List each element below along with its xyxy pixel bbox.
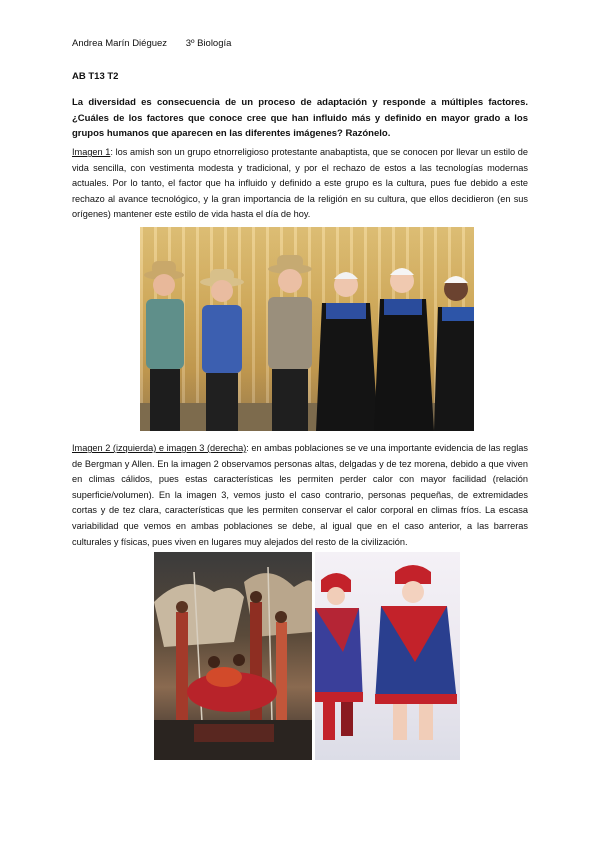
amish-group-photo	[140, 227, 474, 431]
cold-climate-scene	[315, 552, 460, 760]
person-6	[434, 276, 474, 431]
paragraph-images-2-3	[72, 441, 528, 550]
subject-code: AB T13 T2	[72, 71, 119, 82]
seated-people	[187, 654, 277, 712]
paragraph-1-body: : los amish son un grupo etnorreligioso protestante anabaptista, que se conocen por llevar un estilo de vida sencilla, con vestimenta modesta y tradicional, y por el rechazo de estos a las tecnologías modernas actuales. Por lo tanto, el factor que ha influido y definido a este grupo es la cultura, pues fue debido a este rechazo al avance tecnológico, y la gran importancia de la religión en su cultura, que ellos decidieron (en sus orígenes) mantener este estilo de vida hasta el día de hoy.	[72, 147, 528, 220]
amish-people-figures	[140, 227, 474, 431]
document-header	[72, 38, 231, 49]
paragraph-2-lead: Imagen 2 (izquierda) e imagen 3 (derecha)	[72, 443, 247, 453]
question-text: La diversidad es consecuencia de un proceso de adaptación y responde a múltiples factores. ¿Cuáles de los factores que conoce cree que han influido más y definido en mayor grado a los grupos humanos que aparecen en las diferentes imágenes? Razónelo.	[72, 97, 528, 139]
paragraph-2-body: : en ambas poblaciones se ve una importante evidencia de las reglas de Bergman y Allen. En la imagen 2 observamos personas altas, delgadas y de tez morena, debido a que viven en climas cálidos, pues estas características les permiten perder calor con mayor facilidad (relación superficie/volumen). En la imagen 3, vemos justo el caso contrario, personas pequeñas, de extremidades cortas y de tez clara, características que les permiten conservar el calor corporal en climas fríos. La escasa variabilidad que vemos en ambas poblaciones se debe, al igual que en el caso anterior, a las barreras culturales y físicas, pues viven en lugares muy alejados del resto de la civilización.	[72, 443, 528, 547]
person-2	[200, 269, 244, 431]
cold-climate-group-photo	[315, 552, 460, 760]
person-4	[316, 272, 378, 431]
paragraph-1-lead: Imagen 1	[72, 147, 111, 157]
author-name: Andrea Marín Diéguez	[72, 38, 168, 49]
warm-climate-group-photo	[154, 552, 312, 760]
woman-left	[315, 573, 363, 740]
paragraph-image-1	[72, 145, 528, 223]
woman-right	[375, 565, 457, 740]
person-5	[374, 268, 434, 431]
warm-climate-scene	[154, 552, 312, 760]
person-1	[144, 261, 184, 431]
person-3	[268, 255, 312, 431]
course-label: 3º Biología	[185, 38, 232, 49]
